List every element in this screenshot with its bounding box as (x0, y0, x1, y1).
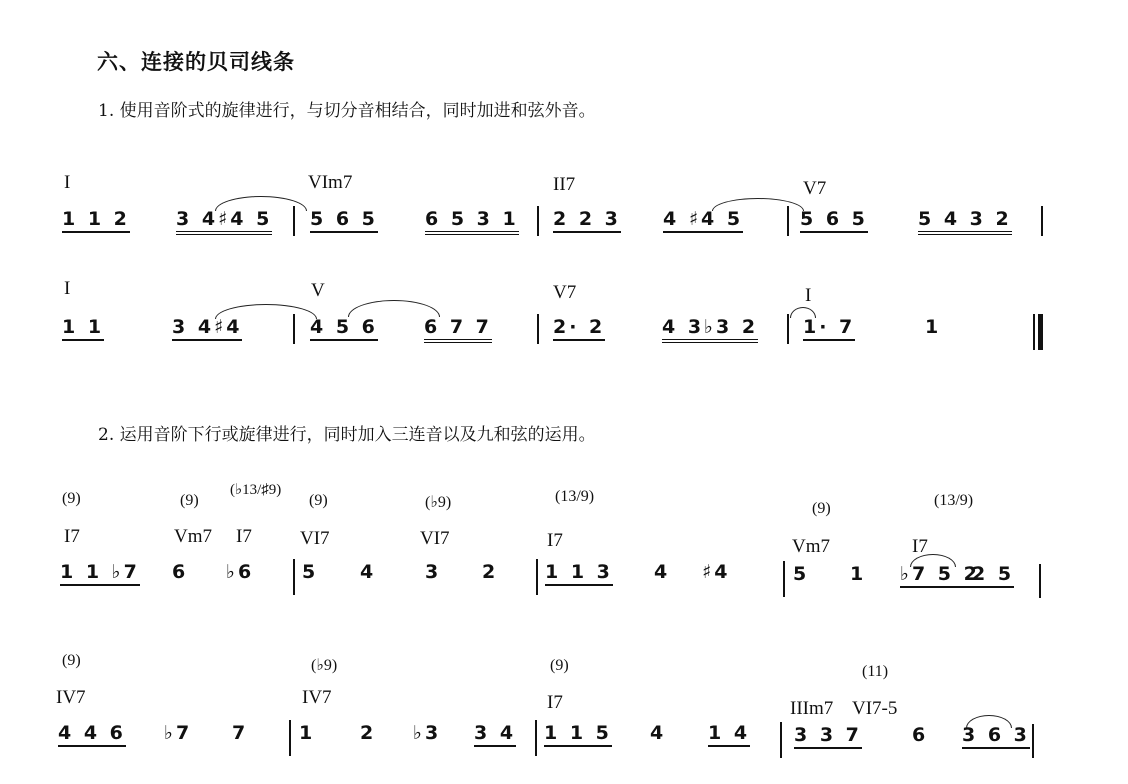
bar-line (783, 561, 785, 597)
chord-symbol: V7 (803, 178, 827, 199)
note-group: 3 6 3 (962, 724, 1030, 749)
note-group: 4 ♯4 5 (663, 208, 743, 233)
chord-extension: (13/9) (934, 492, 974, 509)
note-group: 1 1 5 (544, 722, 612, 747)
bar-line (787, 314, 789, 344)
note-group: 3 3 7 (794, 724, 862, 749)
note: ♯4 (702, 561, 731, 583)
chord-extension: (♭9) (425, 494, 452, 511)
section2-description: 2. 运用音阶下行或旋律进行，同时加入三连音以及九和弦的运用。 (98, 425, 596, 445)
final-bar-line-thin (1033, 314, 1035, 350)
note-group: 3 4 (474, 722, 516, 747)
note: 2 (360, 722, 377, 744)
note-group: 1 4 (708, 722, 750, 747)
note-group: 1 1 ♭7 (60, 561, 140, 586)
chord-symbol: Vm7 (792, 536, 830, 557)
bar-line (293, 314, 295, 344)
bar-line (293, 559, 295, 595)
chord-symbol: IV7 (56, 687, 86, 708)
chord-symbol: IV7 (302, 687, 332, 708)
chord-symbol: V (311, 280, 325, 301)
chord-extension: (9) (812, 500, 831, 517)
note-group: ♭7 5 2 (900, 563, 980, 588)
note-group: 3 4♯4 5 (176, 208, 272, 235)
note: ♭6 (226, 561, 255, 583)
chord-symbol: VI7-5 (852, 698, 898, 719)
bar-line (293, 206, 295, 236)
bar-line (537, 206, 539, 236)
chord-extension: (9) (62, 652, 81, 669)
note: ♭7 (164, 722, 193, 744)
chord-extension: (11) (862, 663, 889, 680)
note-group: 1 1 2 (62, 208, 130, 233)
note: 3 (425, 561, 442, 583)
section1-description: 1. 使用音阶式的旋律进行，与切分音相结合，同时加进和弦外音。 (98, 101, 596, 121)
chord-symbol: I7 (64, 526, 80, 547)
chord-symbol: I7 (547, 530, 563, 551)
note: 5 (793, 563, 810, 585)
section-heading: 六、连接的贝司线条 (97, 50, 295, 74)
chord-extension: (♭13/♯9) (230, 482, 282, 498)
note: ♭3 (413, 722, 442, 744)
note: 4 (650, 722, 667, 744)
chord-extension: (13/9) (555, 488, 595, 505)
chord-symbol: I (805, 285, 812, 306)
tie-slur (215, 304, 317, 319)
bar-line (1032, 724, 1034, 758)
tie-slur (790, 307, 816, 318)
chord-symbol: V7 (553, 282, 577, 303)
bar-line (535, 720, 537, 756)
note-group: 1· 7 (803, 316, 855, 341)
bar-line (537, 314, 539, 344)
chord-extension: (9) (309, 492, 328, 509)
bar-line (787, 206, 789, 236)
note: 4 (654, 561, 671, 583)
chord-symbol: VI7 (420, 528, 450, 549)
bar-line (1039, 564, 1041, 598)
tie-slur (712, 198, 804, 211)
chord-extension: (9) (180, 492, 199, 509)
note-group: 5 6 5 (800, 208, 868, 233)
note-group: 4 3♭3 2 (662, 316, 758, 343)
bar-line (536, 559, 538, 595)
chord-extension: (9) (550, 657, 569, 674)
chord-symbol: VI7 (300, 528, 330, 549)
chord-symbol: II7 (553, 174, 576, 195)
chord-symbol: VIm7 (308, 172, 353, 193)
final-bar-line-thick (1038, 314, 1043, 350)
note-group: 5 4 3 2 (918, 208, 1012, 235)
bar-line (289, 720, 291, 756)
chord-extension: (♭9) (311, 657, 338, 674)
note: 1 (850, 563, 867, 585)
note: 7 (232, 722, 249, 744)
note-group: 2 2 3 (553, 208, 621, 233)
note: 6 (912, 724, 929, 746)
chord-symbol: I7 (547, 692, 563, 713)
bar-line (780, 722, 782, 758)
tie-slur (348, 300, 440, 317)
chord-symbol: I (64, 172, 71, 193)
note: 6 (172, 561, 189, 583)
chord-symbol: I (64, 278, 71, 299)
note-group: 6 7 7 (424, 316, 492, 343)
note: 1 (299, 722, 316, 744)
note-group: 1 (925, 316, 942, 338)
chord-symbol: Vm7 (174, 526, 212, 547)
note-group: 1 1 (62, 316, 104, 341)
note: 2 (482, 561, 499, 583)
bar-line (1041, 206, 1043, 236)
chord-extension: (9) (62, 490, 81, 507)
note-group: 1 1 3 (545, 561, 613, 586)
note-group: 2 5 (972, 563, 1014, 588)
note-group: 3 4♯4 (172, 316, 242, 341)
triplet-slur (966, 715, 1012, 728)
chord-symbol: I7 (912, 536, 928, 557)
note: 5 (302, 561, 319, 583)
note-group: 2· 2 (553, 316, 605, 341)
note-group: 6 5 3 1 (425, 208, 519, 235)
note-group: 5 6 5 (310, 208, 378, 233)
chord-symbol: IIIm7 (790, 698, 834, 719)
note-group: 4 4 6 (58, 722, 126, 747)
chord-symbol: I7 (236, 526, 252, 547)
note: 4 (360, 561, 377, 583)
note-group: 4 5 6 (310, 316, 378, 341)
